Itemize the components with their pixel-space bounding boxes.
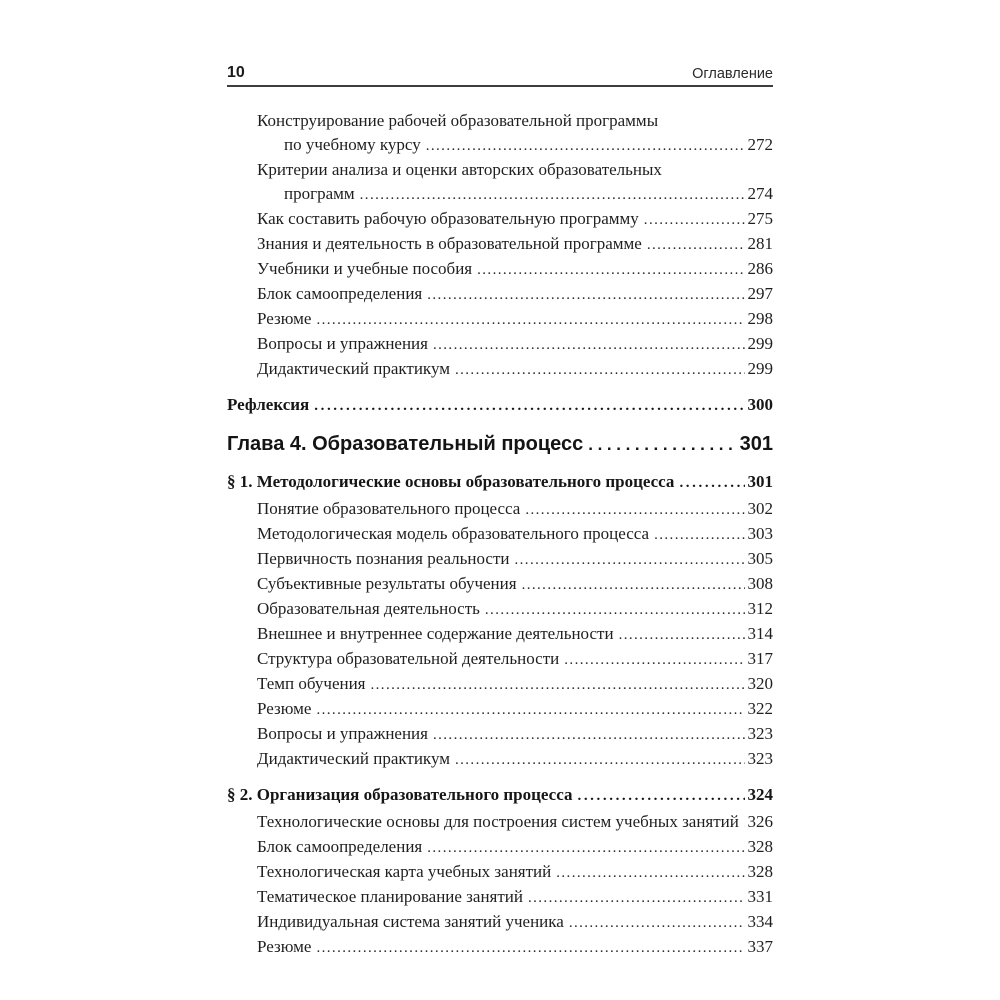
- toc-entry-row: [227, 622, 773, 647]
- toc-entry: [227, 885, 773, 910]
- dot-leader: [744, 810, 745, 835]
- toc-entry-title: Субъективные результаты обучения: [257, 574, 517, 593]
- toc-entry-page: 322: [747, 699, 773, 718]
- toc-entry: [227, 860, 773, 885]
- toc-entry: [227, 810, 773, 835]
- toc-entry: [227, 332, 773, 357]
- dot-leader: [371, 672, 745, 697]
- toc-entry: [227, 747, 773, 772]
- toc-entry-row: [227, 207, 773, 232]
- toc-entry-row: [227, 182, 773, 207]
- toc-entry: [227, 547, 773, 572]
- toc-entry-page: 328: [747, 862, 773, 881]
- toc-entry-page: 297: [747, 284, 773, 303]
- dot-leader: [556, 860, 744, 885]
- dot-leader: [477, 257, 744, 282]
- toc-entry-row: [227, 430, 773, 459]
- toc-entry: [227, 910, 773, 935]
- dot-leader: [654, 522, 744, 547]
- dot-leader: [569, 910, 745, 935]
- toc-entry: [227, 497, 773, 522]
- toc-entry-row: [227, 860, 773, 885]
- dot-leader: [426, 133, 745, 158]
- toc-entry-title: Индивидуальная система занятий ученика: [257, 912, 564, 931]
- toc-entry-page: 303: [747, 524, 773, 543]
- toc-entry-page: 281: [747, 234, 773, 253]
- toc-entry-title: Тематическое планирование занятий: [257, 887, 523, 906]
- toc-entry-title: Структура образовательной деятельности: [257, 649, 560, 668]
- toc-entry-title: Понятие образовательного процесса: [257, 499, 521, 518]
- toc-entry: [227, 522, 773, 547]
- toc-entry-row: [227, 885, 773, 910]
- toc-entry-page: 324: [747, 785, 773, 804]
- toc-entry-page: 323: [747, 749, 773, 768]
- dot-leader: [588, 430, 736, 459]
- toc-entry-row: [227, 522, 773, 547]
- toc-entry-row: [227, 572, 773, 597]
- toc-entry-page: 298: [747, 309, 773, 328]
- toc-entry-title: Темп обучения: [257, 674, 366, 693]
- dot-leader: [360, 182, 745, 207]
- toc-entry-title: Резюме: [257, 699, 312, 718]
- toc-entry: [227, 109, 773, 158]
- dot-leader: [564, 647, 744, 672]
- book-page: [227, 0, 773, 960]
- toc-entry-title: § 1. Методологические основы образовательного процесса: [227, 472, 675, 491]
- toc-entry-row: [227, 747, 773, 772]
- dot-leader: [427, 835, 744, 860]
- toc-entry-row: [227, 133, 773, 158]
- toc-entry-page: 299: [747, 359, 773, 378]
- toc-entry-page: 301: [739, 433, 773, 455]
- toc-entry-row: [227, 470, 773, 495]
- dot-leader: [679, 470, 744, 495]
- toc-entry-title: § 2. Организация образовательного процесса: [227, 785, 573, 804]
- toc-entry: [227, 393, 773, 418]
- toc-entry-row: [227, 647, 773, 672]
- toc-entry-page: 272: [747, 135, 773, 154]
- toc-entry-page: 328: [747, 837, 773, 856]
- toc-entry-title: Как составить рабочую образовательную программу: [257, 209, 639, 228]
- toc-list: [227, 109, 773, 960]
- running-head: [227, 64, 773, 87]
- toc-entry-row: [227, 597, 773, 622]
- toc-entry-page: 286: [747, 259, 773, 278]
- toc-entry-title: Дидактический практикум: [257, 359, 450, 378]
- dot-leader: [644, 207, 745, 232]
- toc-entry: [227, 357, 773, 382]
- dot-leader: [316, 935, 744, 960]
- dot-leader: [316, 307, 744, 332]
- dot-leader: [427, 282, 744, 307]
- toc-entry-row: [227, 307, 773, 332]
- toc-entry-title: Блок самоопределения: [257, 837, 423, 856]
- toc-entry-row: [227, 722, 773, 747]
- toc-entry: [227, 622, 773, 647]
- dot-leader: [528, 885, 745, 910]
- dot-leader: [619, 622, 745, 647]
- toc-entry-row: [227, 332, 773, 357]
- toc-entry-title: Глава 4. Образовательный процесс: [227, 433, 584, 455]
- toc-entry-line1: Критерии анализа и оценки авторских образовательных: [257, 160, 662, 179]
- toc-entry: [227, 282, 773, 307]
- toc-entry-page: 323: [747, 724, 773, 743]
- toc-entry-title: Вопросы и упражнения: [257, 724, 428, 743]
- toc-entry-title: Резюме: [257, 937, 312, 956]
- toc-entry-page: 274: [747, 184, 773, 203]
- toc-entry: [227, 697, 773, 722]
- toc-entry: [227, 935, 773, 960]
- toc-entry: [227, 647, 773, 672]
- toc-entry-page: 300: [747, 395, 773, 414]
- dot-leader: [314, 393, 744, 418]
- toc-entry-row: [227, 497, 773, 522]
- dot-leader: [515, 547, 745, 572]
- dot-leader: [316, 697, 744, 722]
- toc-entry-page: 317: [747, 649, 773, 668]
- toc-entry-row: [227, 282, 773, 307]
- toc-entry-title: Первичность познания реальности: [257, 549, 510, 568]
- toc-entry-row: [227, 910, 773, 935]
- toc-entry: [227, 307, 773, 332]
- toc-entry-title: Знания и деятельность в образовательной программе: [257, 234, 642, 253]
- toc-entry-title: Внешнее и внутреннее содержание деятельности: [257, 624, 614, 643]
- toc-entry: [227, 158, 773, 207]
- toc-entry-line1: Конструирование рабочей образовательной программы: [257, 111, 659, 130]
- toc-entry-row: [227, 783, 773, 808]
- toc-entry-title: Блок самоопределения: [257, 284, 423, 303]
- dot-leader: [433, 722, 745, 747]
- toc-entry: [227, 783, 773, 808]
- toc-entry-title: программ: [284, 184, 355, 203]
- toc-entry-page: 326: [747, 812, 773, 831]
- toc-entry-title: Образовательная деятельность: [257, 599, 480, 618]
- toc-entry-title: Вопросы и упражнения: [257, 334, 428, 353]
- toc-entry-page: 320: [747, 674, 773, 693]
- toc-entry-row: [227, 935, 773, 960]
- toc-entry-page: 334: [747, 912, 773, 931]
- toc-entry-title: Учебники и учебные пособия: [257, 259, 473, 278]
- toc-entry-row: [227, 672, 773, 697]
- dot-leader: [455, 357, 745, 382]
- toc-entry-title: Резюме: [257, 309, 312, 328]
- toc-entry-row: [227, 547, 773, 572]
- toc-entry-row: [227, 257, 773, 282]
- dot-leader: [647, 232, 745, 257]
- toc-entry: [227, 207, 773, 232]
- toc-entry-row: [227, 697, 773, 722]
- toc-entry-page: 305: [747, 549, 773, 568]
- toc-entry-row: [227, 357, 773, 382]
- page-number: 10: [227, 64, 245, 81]
- dot-leader: [433, 332, 745, 357]
- toc-entry-row: [227, 393, 773, 418]
- toc-entry-title: Методологическая модель образовательного процесса: [257, 524, 650, 543]
- toc-entry-page: 275: [747, 209, 773, 228]
- dot-leader: [485, 597, 745, 622]
- toc-entry-page: 312: [747, 599, 773, 618]
- dot-leader: [577, 783, 744, 808]
- dot-leader: [455, 747, 745, 772]
- toc-entry: [227, 470, 773, 495]
- toc-entry: [227, 672, 773, 697]
- toc-entry: [227, 430, 773, 459]
- toc-entry-row: [227, 810, 773, 835]
- toc-entry: [227, 722, 773, 747]
- toc-entry: [227, 572, 773, 597]
- toc-entry-title: Технологические основы для построения систем учебных занятий: [257, 812, 739, 831]
- toc-entry-page: 314: [747, 624, 773, 643]
- dot-leader: [522, 572, 745, 597]
- toc-entry-page: 301: [747, 472, 773, 491]
- toc-entry: [227, 232, 773, 257]
- toc-entry-page: 302: [747, 499, 773, 518]
- toc-entry: [227, 835, 773, 860]
- toc-entry-page: 308: [747, 574, 773, 593]
- toc-entry-page: 331: [747, 887, 773, 906]
- toc-entry: [227, 257, 773, 282]
- toc-entry-title: по учебному курсу: [284, 135, 421, 154]
- toc-entry-page: 299: [747, 334, 773, 353]
- toc-entry-page: 337: [747, 937, 773, 956]
- toc-entry-title: Дидактический практикум: [257, 749, 450, 768]
- toc-entry-row: [227, 835, 773, 860]
- running-title: Оглавление: [692, 66, 773, 82]
- dot-leader: [525, 497, 744, 522]
- toc-entry-row: [227, 232, 773, 257]
- toc-entry-title: Рефлексия: [227, 395, 310, 414]
- toc-entry: [227, 597, 773, 622]
- toc-entry-title: Технологическая карта учебных занятий: [257, 862, 552, 881]
